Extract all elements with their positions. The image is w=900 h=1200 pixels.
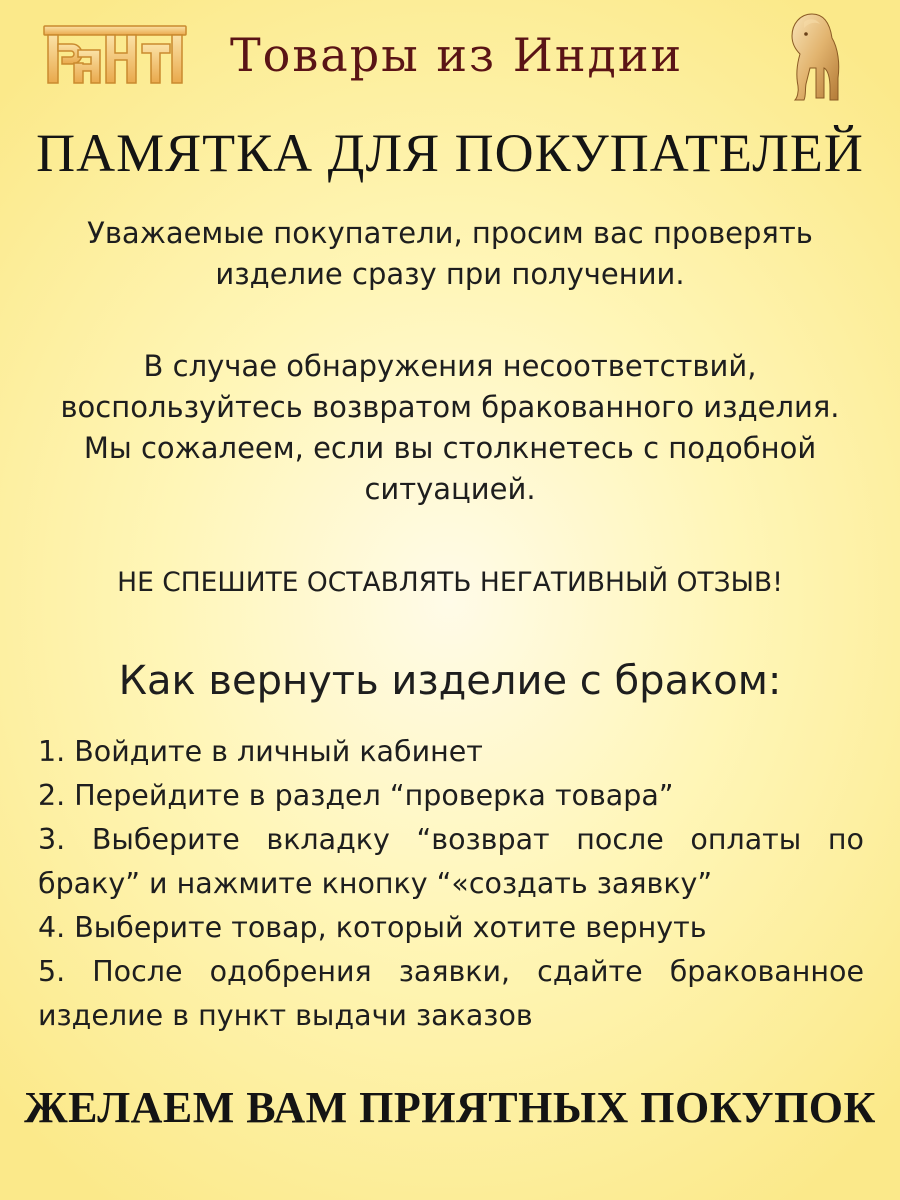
intro-paragraph-return: В случае обнаружения несоответствий, воспользуйтесь возвратом бракованного изделия. Мы сожалеем, если вы столкнетесь с подобной ситуацией. xyxy=(60,349,840,506)
return-steps-list xyxy=(38,730,864,1038)
list-item: 1. Войдите в личный кабинет xyxy=(38,735,483,768)
list-item: 4. Выберите товар, который хотите вернуть xyxy=(38,911,707,944)
closing-wish: ЖЕЛАЕМ ВАМ ПРИЯТНЫХ ПОКУПОК xyxy=(24,1083,876,1132)
list-item: 2. Перейдите в раздел “проверка товара” xyxy=(38,779,674,812)
elephant-figurine-icon xyxy=(782,8,846,104)
list-item: 5. После одобрения заявки, сдайте бракованное изделие в пункт выдачи заказов xyxy=(38,955,864,1032)
review-warning: НЕ СПЕШИТЕ ОСТАВЛЯТЬ НЕГАТИВНЫЙ ОТЗЫВ! xyxy=(117,567,783,598)
return-section-title: Как вернуть изделие с браком: xyxy=(118,658,782,704)
brand-title: Товары из Индии xyxy=(230,28,684,82)
rang-logo xyxy=(42,22,188,92)
list-item: 3. Выберите вкладку “возврат после оплаты по браку” и нажмите кнопку “«создать заявку” xyxy=(38,823,864,900)
page-title: ПАМЯТКА ДЛЯ ПОКУПАТЕЛЕЙ xyxy=(36,123,864,183)
intro-paragraph-check: Уважаемые покупатели, просим вас проверять изделие сразу при получении. xyxy=(87,216,813,291)
